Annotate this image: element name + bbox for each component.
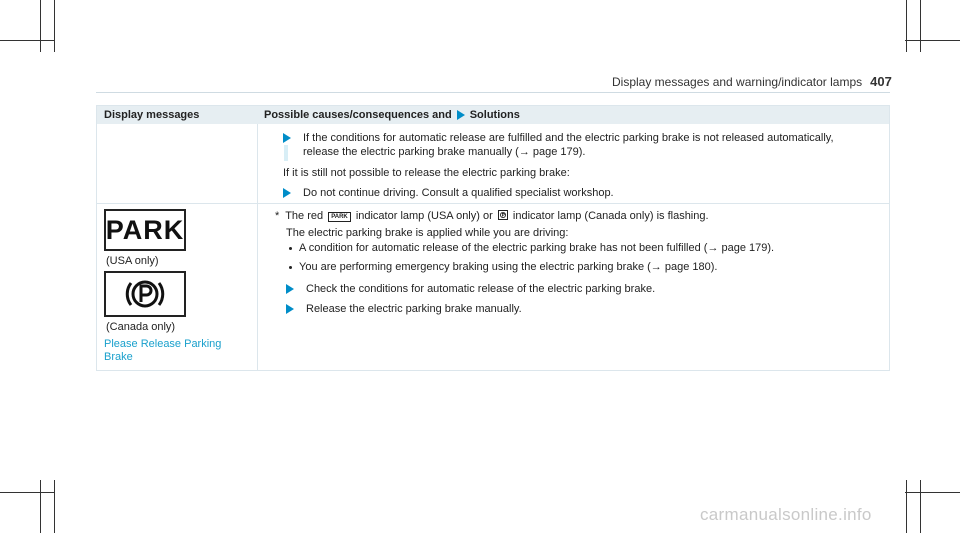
park-lamp-label: PARK [105, 214, 185, 245]
cause-part3: indicator lamp (Canada only) is flashing. [512, 210, 709, 222]
row2-step1: Check the conditions for automatic release of the electric parking brake. [306, 283, 656, 295]
step-arrow-icon [283, 133, 291, 143]
crop-mark [905, 40, 960, 41]
page-number: 407 [870, 74, 892, 89]
table-header [97, 106, 889, 124]
col-header-causes [264, 109, 520, 121]
row2-applied-text: The electric parking brake is applied while you are driving: [286, 227, 569, 239]
parking-brake-indicator-icon [498, 210, 508, 220]
crop-mark [906, 0, 907, 52]
col-header-display-messages: Display messages [104, 109, 200, 121]
park-indicator-icon: PARK [328, 212, 351, 222]
display-message-line1: Please Release Parking [104, 338, 222, 350]
footnote-mark: * [275, 210, 280, 222]
solution-arrow-icon [457, 110, 465, 120]
column-divider [257, 124, 258, 371]
canada-only-label: (Canada only) [106, 321, 176, 333]
parking-brake-lamp-icon [104, 271, 186, 317]
running-header [612, 74, 892, 89]
crop-mark [905, 492, 960, 493]
display-messages-table [96, 105, 890, 371]
usa-only-label: (USA only) [106, 255, 159, 267]
crop-mark [40, 480, 41, 533]
row2-bullet1: A condition for automatic release of the electric parking brake has not been fulfilled (→ page 179). [299, 242, 775, 254]
header-rule [96, 92, 890, 93]
crop-mark [906, 480, 907, 533]
crop-mark [0, 492, 55, 493]
row1-note: If it is still not possible to release the electric parking brake: [283, 167, 570, 179]
step-arrow-icon [286, 304, 294, 314]
col-header-solutions-text: Solutions [469, 109, 520, 121]
crop-mark [920, 480, 921, 533]
parking-brake-mini-symbol-icon [499, 211, 507, 219]
row1-step2: Do not continue driving. Consult a qualified specialist workshop. [303, 187, 614, 199]
step-highlight-bar [284, 145, 288, 161]
row2-bullet2: You are performing emergency braking using the electric parking brake (→ page 180). [299, 261, 718, 273]
row1-step1-line1: If the conditions for automatic release are fulfilled and the electric parking brake is not released automatically, [303, 132, 834, 144]
step-arrow-icon [283, 188, 291, 198]
row2-cause [275, 209, 709, 223]
crop-mark [0, 40, 55, 41]
cause-part2: indicator lamp (USA only) or [355, 210, 493, 222]
row-divider [97, 203, 889, 204]
watermark: carmanualsonline.info [700, 505, 872, 524]
park-lamp-icon [104, 209, 186, 251]
cause-part1: The red [285, 210, 324, 222]
row1-step1-line2: release the electric parking brake manually (→ page 179). [303, 146, 586, 158]
crop-mark [40, 0, 41, 52]
crop-mark [920, 0, 921, 52]
crop-mark [54, 0, 55, 52]
parking-brake-symbol-icon [125, 274, 165, 314]
row2-step2: Release the electric parking brake manually. [306, 303, 522, 315]
col-header-causes-text: Possible causes/consequences and [264, 109, 452, 121]
bullet-dot [289, 266, 292, 269]
display-message-line2: Brake [104, 351, 133, 363]
crop-mark [54, 480, 55, 533]
bullet-dot [289, 247, 292, 250]
step-arrow-icon [286, 284, 294, 294]
header-title: Display messages and warning/indicator lamps [612, 75, 863, 89]
